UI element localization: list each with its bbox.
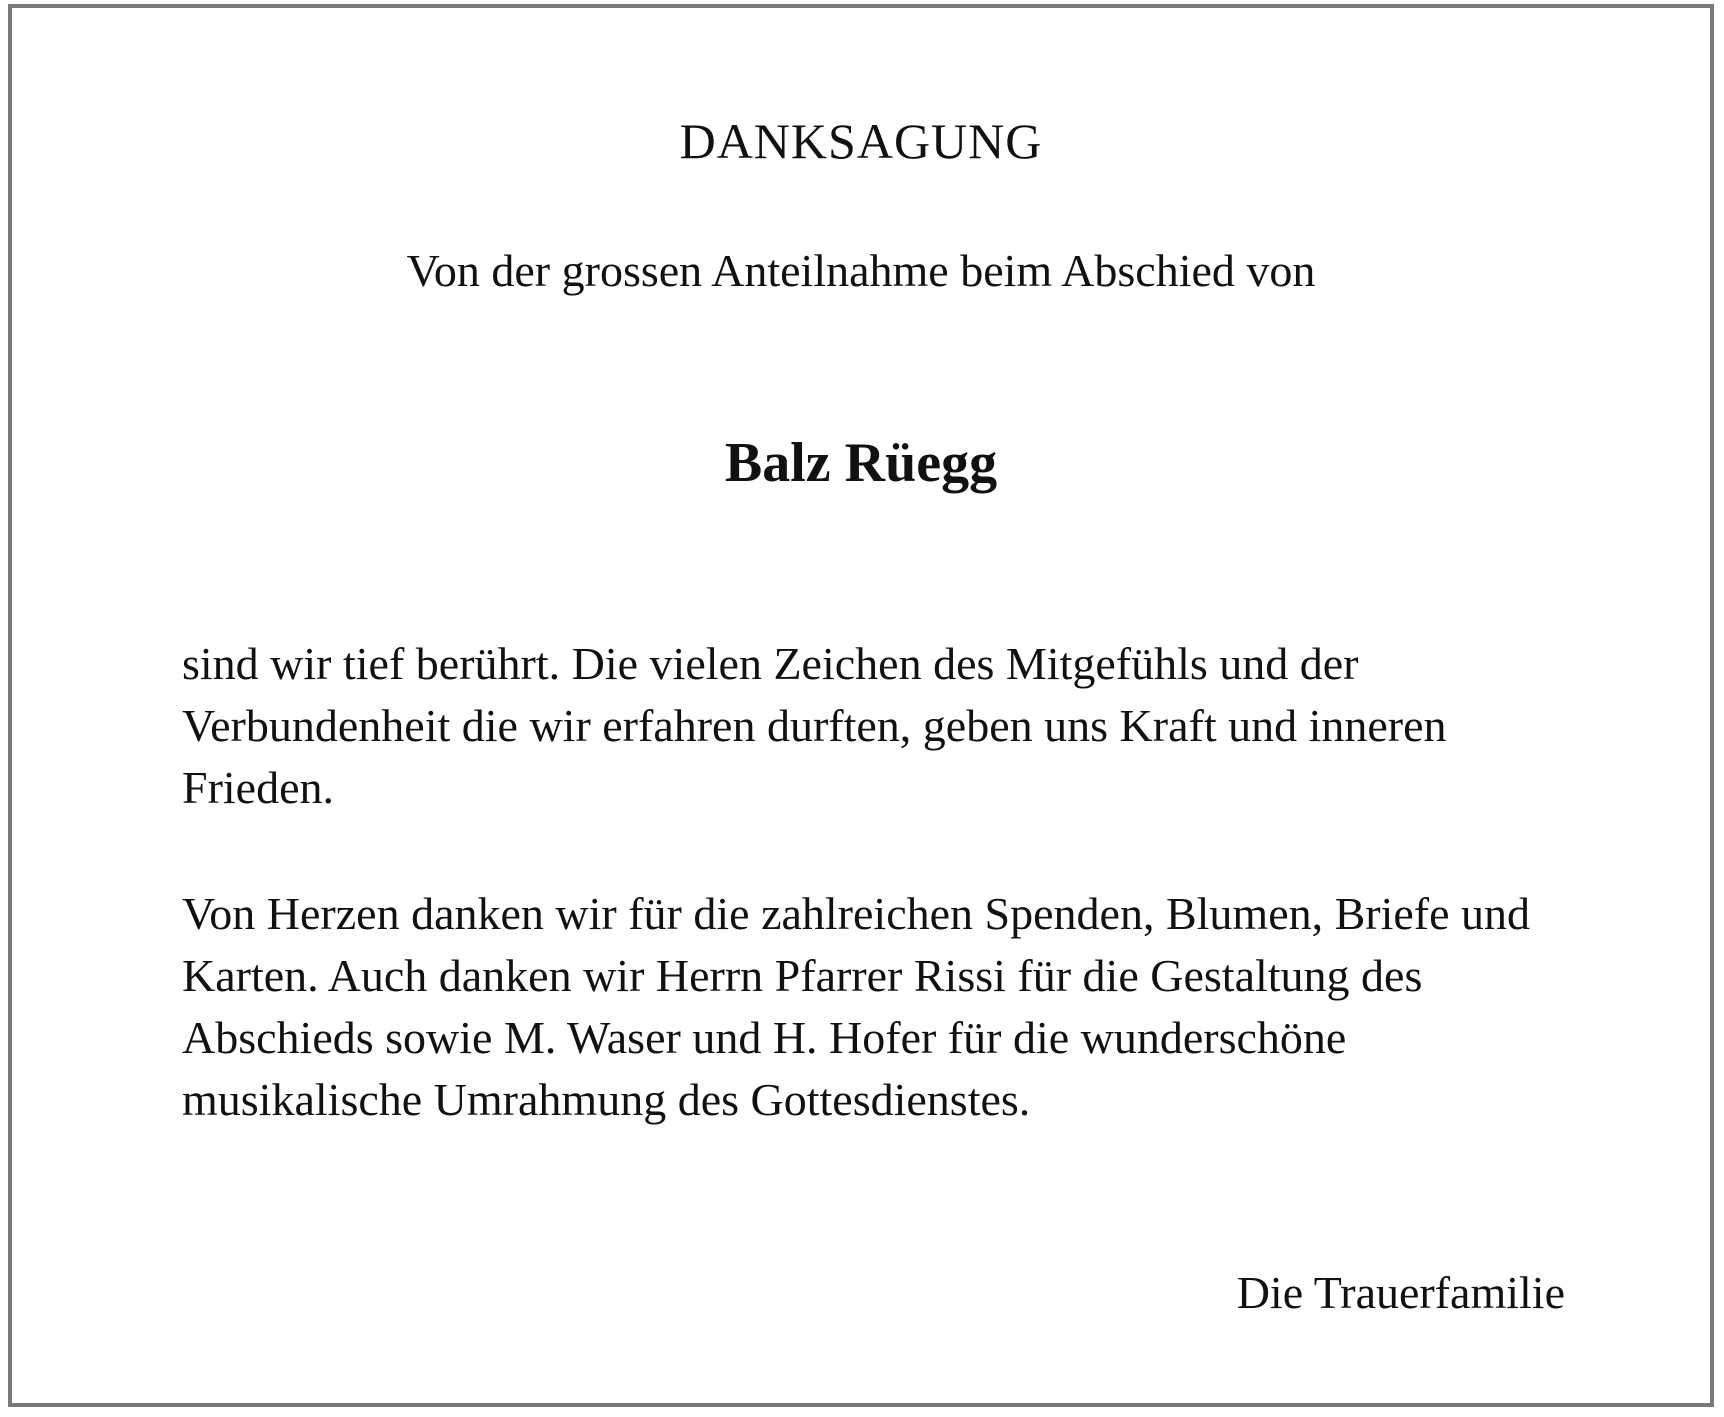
deceased-name: Balz Rüegg xyxy=(724,432,998,494)
notice-frame xyxy=(8,4,1714,1407)
notice-heading: DANKSAGUNG xyxy=(679,113,1043,169)
signature: Die Trauerfamilie xyxy=(1236,1267,1565,1318)
intro-line: Von der grossen Anteilnahme beim Abschied von xyxy=(406,245,1316,296)
thanks-paragraph-1: sind wir tief berührt. Die vielen Zeichen des Mitgefühls und der Verbundenheit die wir erfahren durften, geben uns Kraft und inneren Frieden. xyxy=(182,638,1447,813)
thanks-paragraph-2: Von Herzen danken wir für die zahlreichen Spenden, Blumen, Briefe und Karten. Auch danken wir Herrn Pfarrer Rissi für die Gestaltung des Abschieds sowie M. Waser und H. Hofer für die wunderschöne musikalische Umrahmung des Gottesdienstes. xyxy=(182,888,1531,1125)
